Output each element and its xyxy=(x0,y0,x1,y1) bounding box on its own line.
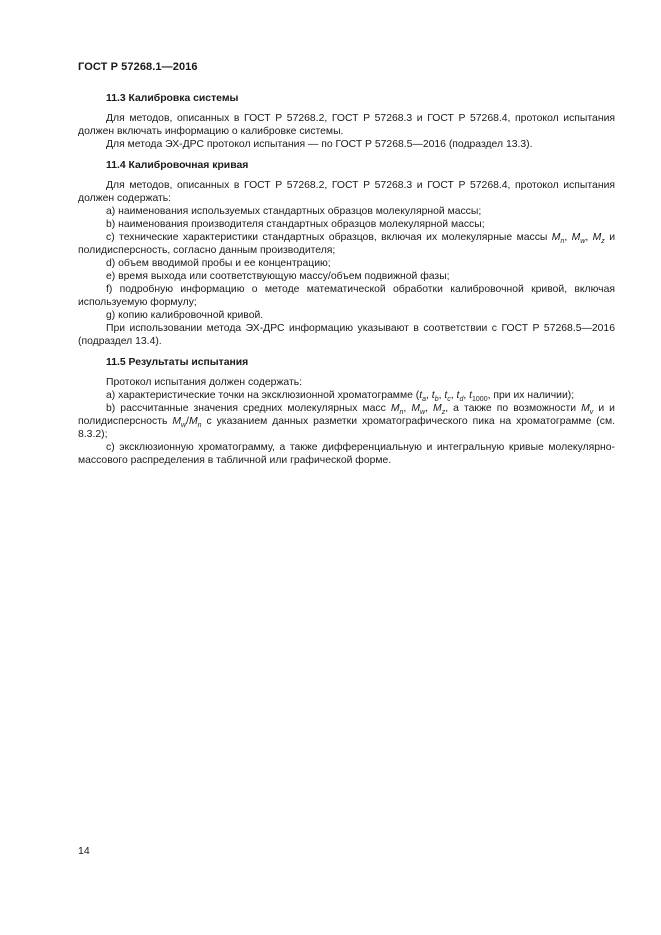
list-item: c) эксклюзионную хроматограмму, а также дифференциальную и интегральную кривые молекулярно-массового распределения в табличной или графической форме. xyxy=(78,442,615,466)
list-item: e) время выхода или соответствующую массу/объем подвижной фазы; xyxy=(106,271,450,282)
list-item: b) наименования производителя стандартных образцов молекулярной массы; xyxy=(106,219,485,230)
list-item-text: , а также по возможности xyxy=(445,403,582,414)
paragraph: Для метода ЭХ-ДРС протокол испытания — по ГОСТ Р 57268.5—2016 (подраздел 13.3). xyxy=(106,139,533,150)
document-body xyxy=(78,92,615,467)
page-number: 14 xyxy=(78,845,90,857)
section-title-11-4: 11.4 Калибровочная кривая xyxy=(106,160,249,171)
list-item-text: b) рассчитанные значения средних молекулярных масс xyxy=(106,403,391,414)
section-title-11-5: 11.5 Результаты испытания xyxy=(106,357,249,368)
paragraph: Протокол испытания должен содержать: xyxy=(106,377,303,388)
list-item-text: и полидисперсность xyxy=(78,403,615,427)
list-item: c) технические характеристики стандартных образцов, включая их молекулярные массы $M_n$, $M_w$, $M_z$ и полидисперсность, согласно данным производителя; xyxy=(78,232,615,256)
doc-header: ГОСТ Р 57268.1—2016 xyxy=(78,61,198,73)
list-item: f) подробную информацию о методе математической обработки калибровочной кривой, включая используемую формулу; xyxy=(78,284,615,308)
list-item: a) наименования используемых стандартных образцов молекулярной массы; xyxy=(106,206,482,217)
paragraph: Для методов, описанных в ГОСТ Р 57268.2, ГОСТ Р 57268.3 и ГОСТ Р 57268.4, протокол испытания должен содержать: xyxy=(78,180,615,204)
list-item-text: , при их наличии); xyxy=(487,390,575,401)
list-item: d) объем вводимой пробы и ее концентрацию; xyxy=(106,258,331,269)
list-item: g) копию калибровочной кривой. xyxy=(106,310,264,321)
list-item-text: с указанием данных разметки хроматографического пика на хроматограмме (см. 8.3.2); xyxy=(78,416,615,440)
paragraph: Для методов, описанных в ГОСТ Р 57268.2, ГОСТ Р 57268.3 и ГОСТ Р 57268.4, протокол испытания должен включать информацию о калибровке системы. xyxy=(78,113,615,137)
section-title-11-3: 11.3 Калибровка системы xyxy=(106,93,239,104)
list-item: a) характеристические точки на эксклюзионной хроматограмме ($t_a$, $t_b$, $t_c$, $t_d$, $t_{1000}$, при их наличии); xyxy=(106,390,575,404)
paragraph: При использовании метода ЭХ-ДРС информацию указывают в соответствии с ГОСТ Р 57268.5—2016 (подраздел 13.4). xyxy=(78,323,615,347)
list-item-text: и полидисперсность, согласно данным производителя; xyxy=(78,232,615,256)
list-item: b) рассчитанные значения средних молекулярных масс $M_n$, $M_w$, $M_z$, а также по возможности $M_v$ и и полидисперсность $M_w/M_n$ с указанием данных разметки хроматографического пика на хроматограмме (см. 8.3.2); xyxy=(78,403,615,440)
list-item-text: a) характеристические точки на эксклюзионной хроматограмме ( xyxy=(106,390,420,401)
list-item-text: c) технические характеристики стандартных образцов, включая их молекулярные массы xyxy=(106,232,552,243)
